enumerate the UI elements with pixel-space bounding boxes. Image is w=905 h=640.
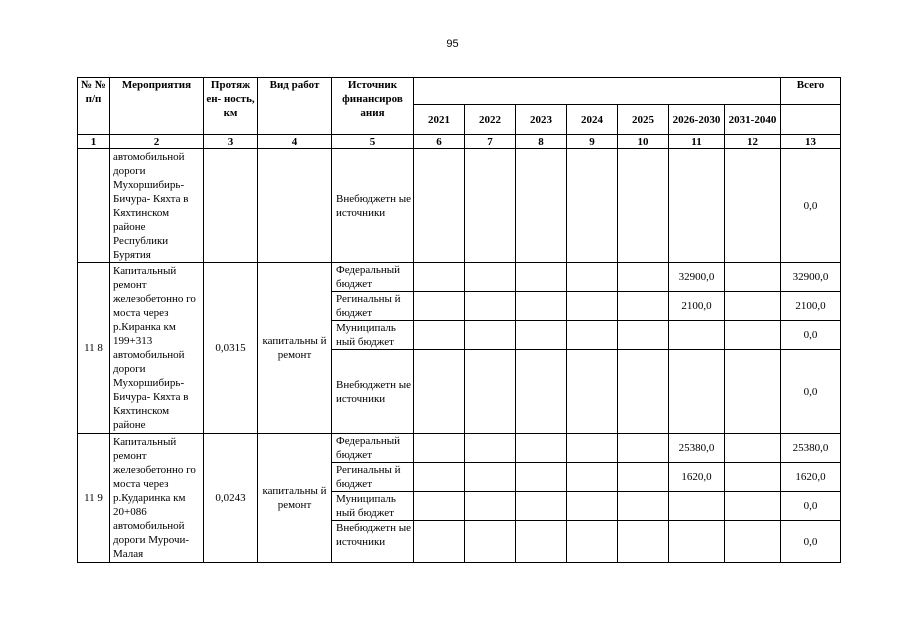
cell-total: 0,0 [781, 492, 841, 521]
cell-source: Муниципаль ный бюджет [332, 492, 414, 521]
header-years-group [414, 78, 781, 105]
cell-num: 11 9 [78, 434, 110, 563]
header-event: Мероприятия [110, 78, 204, 135]
cell-length: 0,0315 [204, 263, 258, 434]
col-number: 4 [258, 135, 332, 149]
header-year: 2022 [465, 105, 516, 135]
header-year: 2031-2040 [725, 105, 781, 135]
col-number: 11 [669, 135, 725, 149]
cell-source: Федеральный бюджет [332, 263, 414, 292]
table-row [78, 263, 841, 292]
cell-source: Внебюджетн ые источники [332, 350, 414, 434]
table-row [78, 434, 841, 463]
cell-total: 0,0 [781, 149, 841, 263]
header-year: 2026-2030 [669, 105, 725, 135]
header-total-empty [781, 105, 841, 135]
header-work-type: Вид работ [258, 78, 332, 135]
cell-source: Регинальны й бюджет [332, 292, 414, 321]
cell-total: 25380,0 [781, 434, 841, 463]
header-year: 2023 [516, 105, 567, 135]
cell-source: Федеральный бюджет [332, 434, 414, 463]
cell-work [258, 149, 332, 263]
cell-num [78, 149, 110, 263]
header-row-1 [78, 78, 841, 105]
cell-work: капитальны й ремонт [258, 434, 332, 563]
financing-table [77, 77, 841, 563]
col-number: 3 [204, 135, 258, 149]
cell-total: 0,0 [781, 521, 841, 563]
page-number: 95 [446, 38, 459, 50]
col-number: 5 [332, 135, 414, 149]
header-total: Всего [781, 78, 841, 105]
cell-total: 32900,0 [781, 263, 841, 292]
cell-2026-2030: 25380,0 [669, 434, 725, 463]
cell-source: Муниципаль ный бюджет [332, 321, 414, 350]
cell-2026-2030: 2100,0 [669, 292, 725, 321]
cell-total: 1620,0 [781, 463, 841, 492]
cell-total: 2100,0 [781, 292, 841, 321]
col-number: 8 [516, 135, 567, 149]
col-number: 13 [781, 135, 841, 149]
col-number: 9 [567, 135, 618, 149]
cell-total: 0,0 [781, 350, 841, 434]
cell-event: Капитальный ремонт железобетонно го моста через р.Киранка км 199+313 автомобильной дороги Мухоршибирь-Бичура- Кяхта в Кяхтинском районе [110, 263, 204, 434]
cell-event: Капитальный ремонт железобетонно го моста через р.Кударинка км 20+086 автомобильной дороги Мурочи-Малая [110, 434, 204, 563]
col-number: 12 [725, 135, 781, 149]
cell-2026-2030: 1620,0 [669, 463, 725, 492]
col-number: 6 [414, 135, 465, 149]
cell-num: 11 8 [78, 263, 110, 434]
col-number: 7 [465, 135, 516, 149]
cell-source: Внебюджетн ые источники [332, 521, 414, 563]
cell-source: Регинальны й бюджет [332, 463, 414, 492]
cell-total: 0,0 [781, 321, 841, 350]
header-year: 2025 [618, 105, 669, 135]
cell-length [204, 149, 258, 263]
cell-work: капитальны й ремонт [258, 263, 332, 434]
column-numbers-row [78, 135, 841, 149]
cell-2026-2030 [669, 521, 725, 563]
header-length: Протяж ен- ность, км [204, 78, 258, 135]
cell-length: 0,0243 [204, 434, 258, 563]
cell-event: автомобильной дороги Мухоршибирь-Бичура- Кяхта в Кяхтинском районе Республики Бурятия [110, 149, 204, 263]
table-row [78, 149, 841, 263]
cell-2026-2030 [669, 350, 725, 434]
cell-2026-2030: 32900,0 [669, 263, 725, 292]
header-year: 2021 [414, 105, 465, 135]
cell-2026-2030 [669, 492, 725, 521]
header-year: 2024 [567, 105, 618, 135]
col-number: 10 [618, 135, 669, 149]
col-number: 1 [78, 135, 110, 149]
col-number: 2 [110, 135, 204, 149]
cell-source: Внебюджетн ые источники [332, 149, 414, 263]
header-source: Источник финансиров ания [332, 78, 414, 135]
header-num: № № п/п [78, 78, 110, 135]
cell-2026-2030 [669, 321, 725, 350]
